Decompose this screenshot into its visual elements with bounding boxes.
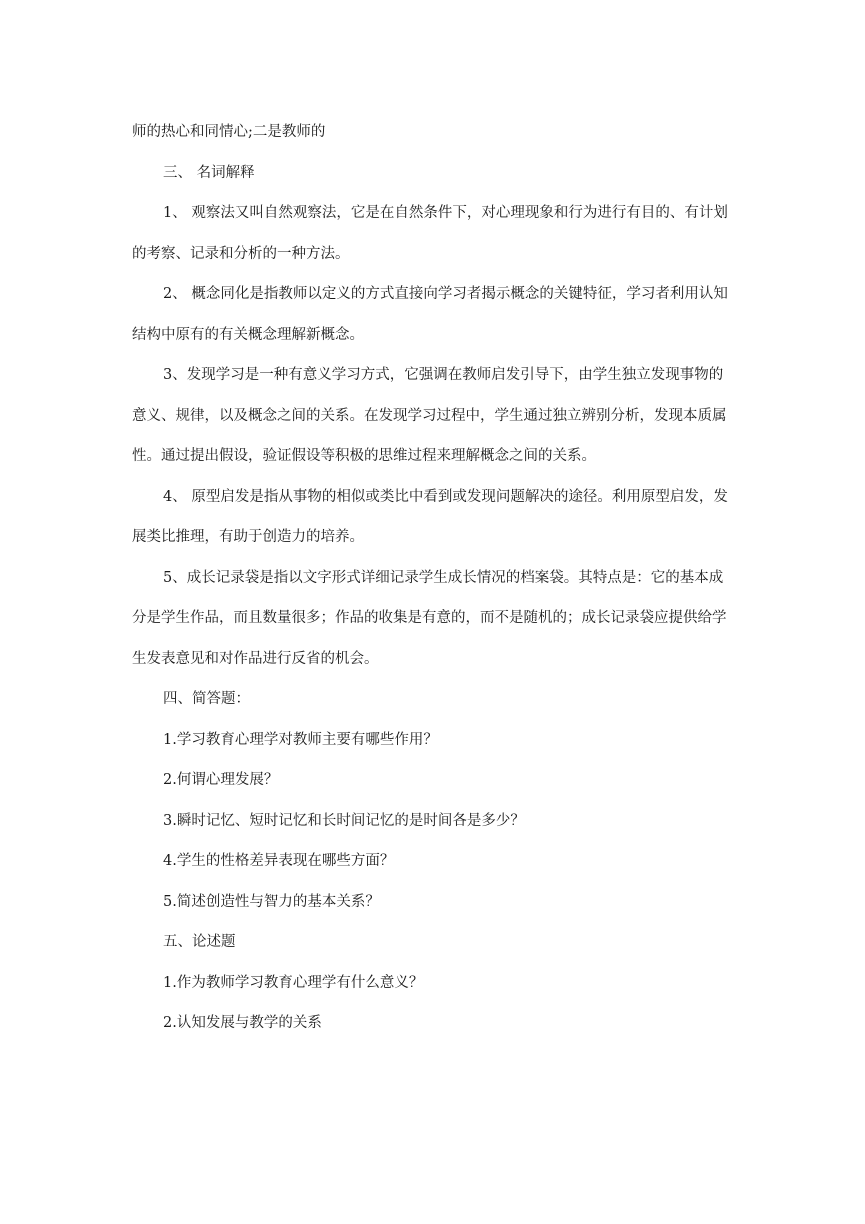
- question-item: 3.瞬时记忆、短时记忆和长时间记忆的是时间各是多少？: [163, 812, 525, 829]
- question-item: 5.简述创造性与智力的基本关系？: [163, 893, 380, 910]
- question-item: 4.学生的性格差异表现在哪些方面？: [163, 853, 395, 869]
- section-heading-definitions: 三、 名词解释: [163, 164, 255, 181]
- paragraph-continuation: 师的热心和同情心;二是教师的: [132, 124, 326, 140]
- question-item: 2.何谓心理发展？: [163, 772, 279, 788]
- section-heading-essay: 五、论述题: [163, 934, 236, 950]
- section-heading-short-answer: 四、简答题：: [163, 691, 250, 707]
- document-body: [132, 112, 736, 1044]
- definition-discovery-learning: 3、发现学习是一种有意义学习方式，它强调在教师启发引导下，由学生独立发现事物的意义、规律，以及概念之间的关系。在发现学习过程中，学生通过独立辨别分析，发现本质属性。通过提出假设，验证假设等积极的思维过程来理解概念之间的关系。: [132, 367, 727, 464]
- essay-question-item: 1.作为教师学习教育心理学有什么意义？: [163, 974, 424, 991]
- essay-question-item: 2.认知发展与教学的关系: [163, 1015, 322, 1031]
- definition-observation-method: 1、 观察法又叫自然观察法，它是在自然条件下，对心理现象和行为进行有目的、有计划的考察、记录和分析的一种方法。: [132, 205, 728, 262]
- definition-concept-assimilation: 2、 概念同化是指教师以定义的方式直接向学习者揭示概念的关键特征，学习者利用认知结构中原有的有关概念理解新概念。: [132, 286, 728, 343]
- question-item: 1.学习教育心理学对教师主要有哪些作用？: [163, 731, 438, 748]
- definition-prototype-inspiration: 4、 原型启发是指从事物的相似或类比中看到或发现问题解决的途径。利用原型启发，发展类比推理，有助于创造力的培养。: [132, 488, 728, 545]
- definition-growth-portfolio: 5、成长记录袋是指以文字形式详细记录学生成长情况的档案袋。其特点是：它的基本成分是学生作品，而且数量很多；作品的收集是有意的，而不是随机的；成长记录袋应提供给学生发表意见和对作品进行反省的机会。: [132, 569, 727, 667]
